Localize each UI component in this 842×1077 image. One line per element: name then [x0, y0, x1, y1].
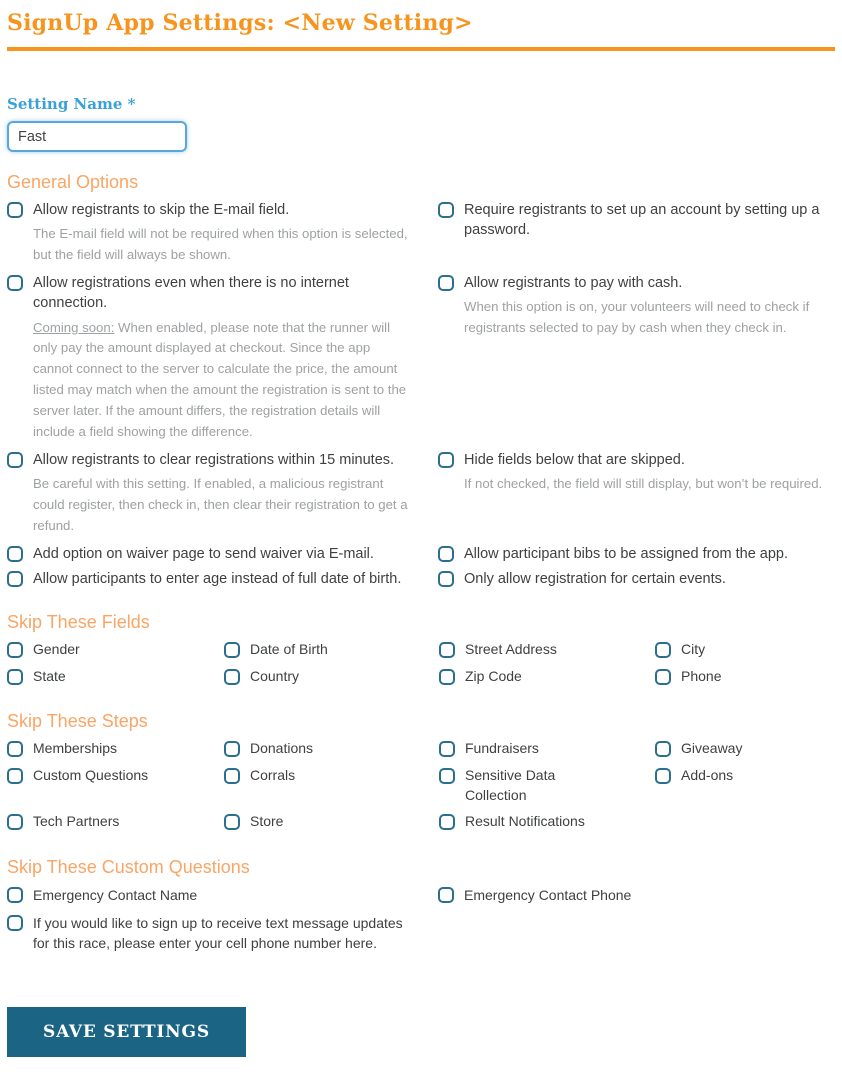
option-waiver-email: [7, 544, 438, 569]
checkbox-clear-registrations[interactable]: [7, 452, 23, 468]
option-enter-age: [7, 569, 438, 594]
section-heading-skip-custom-questions: Skip These Custom Questions: [7, 856, 250, 877]
required-asterisk: *: [127, 95, 136, 113]
option-label: Allow participants to enter age instead of full date of birth.: [33, 570, 402, 587]
option-label: Hide fields below that are skipped.: [464, 451, 685, 468]
option-label: Fundraisers: [465, 740, 539, 757]
option-label: Require registrants to set up an account by setting up a password.: [464, 202, 820, 239]
checkbox-tech-partners[interactable]: [7, 814, 23, 830]
skip-fields-grid: [7, 640, 835, 693]
setting-name-label: [7, 95, 835, 113]
option-label: Only allow registration for certain events.: [464, 570, 726, 587]
section-heading-skip-steps: Skip These Steps: [7, 711, 148, 732]
option-street-address: [439, 640, 655, 660]
option-result-notifications: [439, 812, 655, 832]
option-label: City: [681, 641, 706, 658]
checkbox-state[interactable]: [7, 669, 23, 685]
option-label: Allow registrants to clear registrations within 15 minutes.: [33, 451, 395, 468]
checkbox-donations[interactable]: [224, 741, 240, 757]
option-label: State: [33, 667, 66, 684]
checkbox-hide-skipped-fields[interactable]: [438, 452, 454, 468]
option-help: Be careful with this setting. If enabled, a malicious registrant could register, then check in, then clear their registration to get a refund.: [33, 476, 408, 533]
option-label: Street Address: [465, 641, 557, 658]
title-divider: [7, 47, 835, 51]
option-label: Emergency Contact Name: [33, 886, 198, 903]
save-settings-button[interactable]: SAVE SETTINGS: [7, 1007, 246, 1057]
checkbox-require-account[interactable]: [438, 202, 454, 218]
checkbox-result-notifications[interactable]: [439, 814, 455, 830]
section-heading-general-options: General Options: [7, 172, 139, 192]
checkbox-city[interactable]: [655, 642, 671, 658]
checkbox-memberships[interactable]: [7, 741, 23, 757]
option-label: Result Notifications: [465, 813, 585, 830]
checkbox-add-ons[interactable]: [655, 768, 671, 784]
option-label: Tech Partners: [33, 813, 120, 830]
option-assign-bibs: [438, 544, 835, 569]
option-label: Store: [250, 813, 284, 830]
setting-name-input[interactable]: [7, 121, 187, 152]
option-help: The E-mail field will not be required when this option is selected, but the field will always be shown.: [33, 226, 408, 263]
checkbox-giveaway[interactable]: [655, 741, 671, 757]
checkbox-text-message-updates[interactable]: [7, 915, 23, 931]
option-label: Country: [250, 667, 300, 684]
option-help: If not checked, the field will still display, but won’t be required.: [464, 476, 823, 492]
option-corrals: [224, 766, 439, 805]
option-emergency-contact-name: [7, 885, 438, 906]
option-help-text: When enabled, please note that the runner will only pay the amount displayed at checkout. Since the app cannot connect to the server to calculate the price, the amount listed may match when the amount the registration is sent to the server later. If the amount differs, the registration details will include a field showing the difference.: [33, 319, 407, 439]
option-label: Allow registrations even when there is no internet connection.: [33, 275, 349, 312]
option-store: [224, 812, 439, 832]
option-fundraisers: [439, 739, 655, 759]
general-options-row: [7, 450, 835, 544]
setting-name-block: [7, 95, 835, 152]
option-label: Corrals: [250, 767, 296, 784]
grid-spacer: [438, 913, 835, 961]
skip-steps-grid: [7, 739, 835, 838]
option-label: Allow registrants to skip the E-mail field.: [33, 202, 290, 218]
option-label: Emergency Contact Phone: [464, 886, 632, 903]
checkbox-sensitive-data-collection[interactable]: [439, 768, 455, 784]
option-help: [33, 318, 411, 443]
checkbox-corrals[interactable]: [224, 768, 240, 784]
coming-soon-text: Coming soon:: [33, 319, 115, 335]
option-sensitive-data-collection: [439, 766, 655, 805]
general-options-row: [7, 544, 835, 569]
option-gender: [7, 640, 224, 660]
checkbox-street-address[interactable]: [439, 642, 455, 658]
option-clear-registrations: [7, 450, 438, 544]
option-tech-partners: [7, 812, 224, 832]
setting-name-label-text: Setting Name: [7, 95, 123, 113]
checkbox-offline-registrations[interactable]: [7, 275, 23, 291]
checkbox-gender[interactable]: [7, 642, 23, 658]
option-donations: [224, 739, 439, 759]
section-heading-skip-fields: Skip These Fields: [7, 612, 150, 633]
checkbox-date-of-birth[interactable]: [224, 642, 240, 658]
checkbox-store[interactable]: [224, 814, 240, 830]
general-options-row: [7, 273, 835, 450]
option-label: Add-ons: [681, 767, 734, 784]
option-label: Custom Questions: [33, 767, 149, 784]
checkbox-fundraisers[interactable]: [439, 741, 455, 757]
checkbox-custom-questions[interactable]: [7, 768, 23, 784]
checkbox-emergency-contact-phone[interactable]: [438, 887, 454, 903]
option-label: Phone: [681, 667, 722, 684]
option-certain-events: [438, 569, 835, 594]
option-state: [7, 667, 224, 687]
option-custom-questions: [7, 766, 224, 805]
option-hide-skipped-fields: [438, 450, 835, 502]
option-offline-registrations: [7, 273, 438, 450]
checkbox-certain-events[interactable]: [438, 571, 454, 587]
option-add-ons: [655, 766, 835, 805]
option-label: Allow registrants to pay with cash.: [464, 275, 683, 292]
checkbox-pay-with-cash[interactable]: [438, 275, 454, 291]
option-label: Add option on waiver page to send waiver via E-mail.: [33, 545, 374, 562]
option-help: When this option is on, your volunteers will need to check if registrants selected to pay by cash when they check in.: [464, 299, 810, 336]
checkbox-skip-email[interactable]: [7, 202, 23, 218]
option-text-message-updates: [7, 913, 438, 954]
option-memberships: [7, 739, 224, 759]
option-label: If you would like to sign up to receive text message updates for this race, please enter your cell phone number here.: [33, 914, 403, 952]
option-emergency-contact-phone: [438, 885, 835, 906]
option-zip-code: [439, 667, 655, 687]
option-city: [655, 640, 835, 660]
option-date-of-birth: [224, 640, 439, 660]
checkbox-waiver-email[interactable]: [7, 546, 23, 562]
skip-custom-questions-grid: [7, 885, 835, 961]
option-giveaway: [655, 739, 835, 759]
option-phone: [655, 667, 835, 687]
checkbox-assign-bibs[interactable]: [438, 546, 454, 562]
general-options-row: [7, 569, 835, 594]
option-skip-email: [7, 200, 438, 273]
checkbox-country[interactable]: [224, 669, 240, 685]
option-label: Memberships: [33, 740, 118, 757]
option-label: Donations: [250, 740, 314, 757]
page-title: SignUp App Settings: <New Setting>: [7, 10, 473, 36]
option-label: Giveaway: [681, 740, 743, 757]
general-options-row: [7, 200, 835, 273]
option-label: Gender: [33, 641, 80, 658]
grid-spacer: [655, 812, 835, 839]
checkbox-phone[interactable]: [655, 669, 671, 685]
option-country: [224, 667, 439, 687]
checkbox-enter-age[interactable]: [7, 571, 23, 587]
checkbox-emergency-contact-name[interactable]: [7, 887, 23, 903]
option-require-account: [438, 200, 835, 246]
option-label: Allow participant bibs to be assigned from the app.: [464, 545, 789, 562]
option-label: Zip Code: [465, 667, 522, 684]
option-label: Sensitive Data Collection: [465, 767, 556, 803]
option-label: Date of Birth: [250, 641, 328, 658]
option-pay-with-cash: [438, 273, 835, 346]
checkbox-zip-code[interactable]: [439, 669, 455, 685]
